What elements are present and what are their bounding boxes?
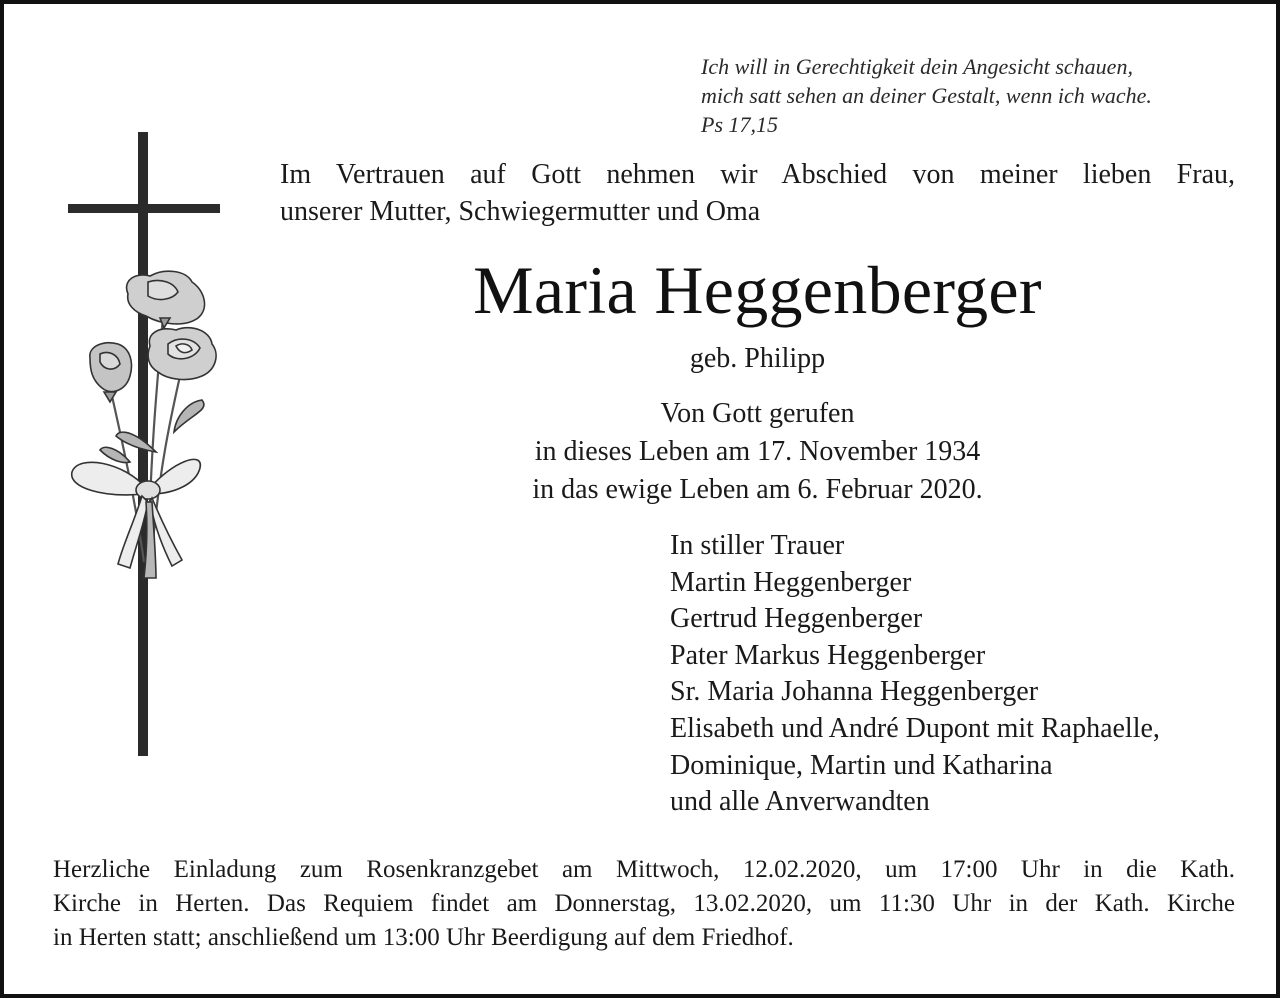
mourner-line: In stiller Trauer xyxy=(670,530,845,561)
footer-line: in Herten statt; anschließend um 13:00 Uhr Beerdigung auf dem Friedhof. xyxy=(53,924,794,951)
verse-line: Ich will in Gerechtigkeit dein Angesicht schauen, xyxy=(701,54,1133,79)
intro-text xyxy=(280,156,1235,230)
mourner-line: Pater Markus Heggenberger xyxy=(670,639,986,671)
deceased-name: Maria Heggenberger xyxy=(473,252,1042,328)
birth-name: geb. Philipp xyxy=(689,343,826,374)
intro-line: Im Vertrauen auf Gott nehmen wir Abschied von meiner lieben Frau, xyxy=(280,159,1235,190)
mourner-line: Sr. Maria Johanna Heggenberger xyxy=(670,676,1039,708)
mourners-list xyxy=(670,528,1270,821)
footer-line: Kirche in Herten. Das Requiem findet am Donnerstag, 13.02.2020, um 11:30 Uhr in der Kath. Kirche xyxy=(53,890,1235,917)
mourner-line: Dominique, Martin und Katharina xyxy=(670,749,1053,781)
mourner-line: Elisabeth und André Dupont mit Raphaelle, xyxy=(670,712,1160,744)
verse-reference: Ps 17,15 xyxy=(701,112,778,137)
life-dates xyxy=(280,395,1235,509)
verse-line: mich satt sehen an deiner Gestalt, wenn ich wache. xyxy=(701,83,1152,108)
mourner-line: Martin Heggenberger xyxy=(670,566,912,598)
service-information xyxy=(53,853,1235,955)
dates-line: in dieses Leben am 17. November 1934 xyxy=(534,436,981,467)
dates-line: in das ewige Leben am 6. Februar 2020. xyxy=(532,474,983,505)
intro-line: unserer Mutter, Schwiegermutter und Oma xyxy=(280,196,761,227)
dates-line: Von Gott gerufen xyxy=(660,398,855,429)
bible-verse xyxy=(701,52,1261,139)
footer-line: Herzliche Einladung zum Rosenkranzgebet am Mittwoch, 12.02.2020, um 17:00 Uhr in die Kath. xyxy=(53,856,1235,883)
cross-with-roses-icon xyxy=(64,132,224,756)
mourner-line: und alle Anverwandten xyxy=(670,786,930,818)
mourner-line: Gertrud Heggenberger xyxy=(670,603,923,635)
